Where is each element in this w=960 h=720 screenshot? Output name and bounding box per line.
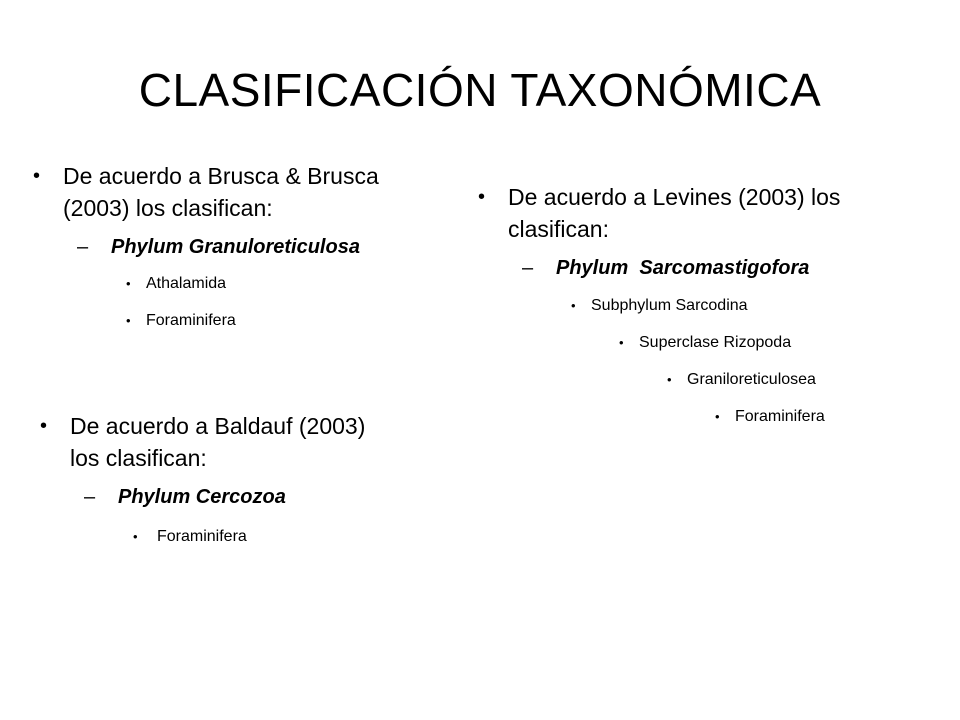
levines-section xyxy=(478,181,928,427)
baldauf-phylum xyxy=(84,482,460,512)
bullet-icon: • xyxy=(478,186,486,208)
levines-bullet xyxy=(478,181,928,245)
bullet-icon: • xyxy=(126,276,131,291)
bullet-icon: • xyxy=(40,415,48,437)
baldauf-item xyxy=(133,527,460,547)
levines-foraminifera-label: Foraminifera xyxy=(735,408,825,425)
levines-bullet-line2: clasifican: xyxy=(508,216,609,242)
levines-phylum xyxy=(522,253,928,283)
baldauf-bullet-line1: De acuerdo a Baldauf (2003) xyxy=(70,413,366,439)
baldauf-section xyxy=(40,410,460,547)
levines-class xyxy=(667,370,928,390)
baldauf-phylum-label: Phylum Cercozoa xyxy=(118,486,286,508)
brusca-bullet-line1: De acuerdo a Brusca & Brusca xyxy=(63,163,379,189)
brusca-bullet-line2: (2003) los clasifican: xyxy=(63,195,273,221)
bullet-icon: • xyxy=(619,335,624,350)
brusca-item xyxy=(126,274,463,294)
levines-subphylum-label: Subphylum Sarcodina xyxy=(591,297,748,314)
bullet-icon: • xyxy=(33,165,41,187)
levines-subphylum xyxy=(571,296,928,316)
dash-icon: – xyxy=(522,257,534,279)
levines-superclase xyxy=(619,333,928,353)
brusca-section xyxy=(33,160,463,331)
dash-icon: – xyxy=(84,486,96,508)
bullet-icon: • xyxy=(715,409,720,424)
slide-title: CLASIFICACIÓN TAXONÓMICA xyxy=(138,64,822,116)
levines-bullet-line1: De acuerdo a Levines (2003) los xyxy=(508,184,841,210)
baldauf-bullet xyxy=(40,410,460,474)
brusca-item-label: Athalamida xyxy=(146,275,227,292)
brusca-phylum-label: Phylum Granuloreticulosa xyxy=(111,236,360,258)
dash-icon: – xyxy=(77,236,89,258)
baldauf-item-label: Foraminifera xyxy=(157,528,247,545)
brusca-item-label: Foraminifera xyxy=(146,312,236,329)
brusca-item xyxy=(126,311,463,331)
levines-superclase-label: Superclase Rizopoda xyxy=(639,334,792,351)
levines-foraminifera xyxy=(715,407,928,427)
bullet-icon: • xyxy=(571,298,576,313)
brusca-phylum xyxy=(77,232,463,262)
bullet-icon: • xyxy=(133,529,138,544)
baldauf-bullet-line2: los clasifican: xyxy=(70,445,207,471)
brusca-bullet xyxy=(33,160,463,224)
levines-class-label: Graniloreticulosea xyxy=(687,371,816,388)
levines-phylum-label: Phylum Sarcomastigofora xyxy=(556,257,810,279)
bullet-icon: • xyxy=(126,313,131,328)
bullet-icon: • xyxy=(667,372,672,387)
